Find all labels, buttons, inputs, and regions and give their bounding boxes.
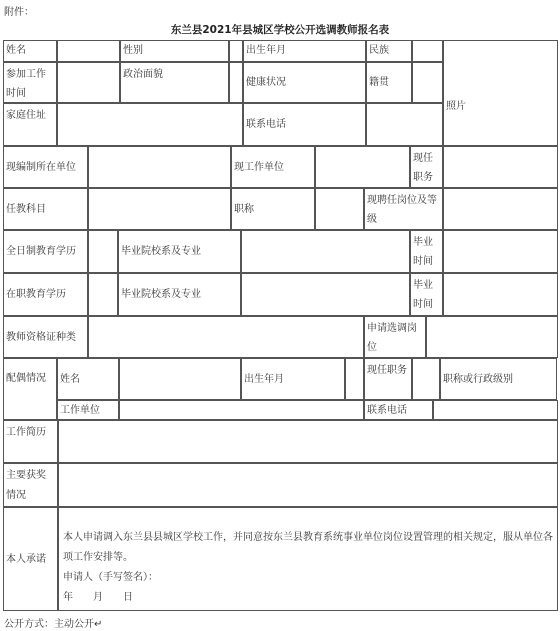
- label-org-unit: 现编制所在单位: [3, 146, 88, 188]
- input-org-unit[interactable]: [88, 146, 231, 188]
- input-phone[interactable]: [366, 103, 443, 146]
- input-native[interactable]: [412, 62, 443, 103]
- input-name[interactable]: [57, 40, 120, 62]
- label-phone: 联系电话: [243, 103, 366, 146]
- input-political[interactable]: [229, 62, 243, 103]
- label-spouse-title: 职称或行政级别: [440, 358, 557, 400]
- input-resume[interactable]: [58, 420, 558, 463]
- label-pledge: 本人承诺: [3, 507, 58, 611]
- input-cur-unit[interactable]: [315, 146, 410, 188]
- input-work-start[interactable]: [57, 62, 120, 103]
- photo-box[interactable]: 照片: [443, 40, 558, 146]
- label-spouse-name: 姓名: [57, 358, 119, 400]
- label-name: 姓名: [3, 40, 57, 62]
- attachment-label: 附件：: [4, 7, 34, 18]
- label-school-major-2: 毕业院校系及专业: [118, 273, 241, 316]
- label-birth: 出生年月: [243, 40, 366, 62]
- input-fulltime-grad-time[interactable]: [443, 230, 558, 273]
- input-address[interactable]: [57, 103, 243, 146]
- label-title-rank: 职称: [231, 188, 315, 230]
- label-spouse-birth: 出生年月: [241, 358, 345, 400]
- label-subject: 任教科目: [3, 188, 88, 230]
- label-grad-time-2: 毕业时间: [410, 273, 443, 316]
- label-political: 政治面貌: [120, 62, 229, 103]
- input-spouse-name[interactable]: [119, 358, 241, 400]
- pledge-box: [58, 507, 558, 611]
- input-inservice-major[interactable]: [241, 273, 410, 316]
- input-cur-post[interactable]: [443, 146, 558, 188]
- label-spouse-post: 现任职务: [364, 358, 412, 400]
- label-employed-post: 现聘任岗位及等级: [364, 188, 443, 230]
- input-inservice-edu[interactable]: [88, 273, 118, 316]
- input-cert-type[interactable]: [88, 316, 364, 358]
- footer-disclosure: 公开方式：主动公开↵: [4, 619, 103, 630]
- form-title: 东兰县2021年县城区学校公开选调教师报名表: [170, 24, 390, 36]
- label-ethnicity: 民族: [366, 40, 412, 62]
- input-gender[interactable]: [229, 40, 243, 62]
- label-spouse: 配偶情况: [3, 358, 57, 420]
- input-spouse-birth[interactable]: [345, 358, 364, 400]
- label-school-major: 毕业院校系及专业: [118, 230, 241, 273]
- input-spouse-phone[interactable]: [433, 400, 558, 420]
- input-apply-post[interactable]: [426, 316, 558, 358]
- label-native: 籍贯: [366, 62, 412, 103]
- input-inservice-grad-time[interactable]: [443, 273, 558, 316]
- label-apply-post: 申请选调岗位: [364, 316, 426, 358]
- label-spouse-phone: 联系电话: [364, 400, 433, 420]
- input-spouse-post[interactable]: [412, 358, 440, 400]
- label-address: 家庭住址: [3, 103, 57, 146]
- input-fulltime-edu[interactable]: [88, 230, 118, 273]
- label-cur-unit: 现工作单位: [231, 146, 315, 188]
- input-subject[interactable]: [88, 188, 231, 230]
- input-spouse-unit[interactable]: [119, 400, 364, 420]
- label-resume: 工作简历: [3, 420, 58, 463]
- input-employed-post[interactable]: [443, 188, 558, 230]
- input-ethnicity[interactable]: [412, 40, 443, 62]
- label-awards: 主要获奖情况: [3, 463, 58, 507]
- label-fulltime-edu: 全日制教育学历: [3, 230, 88, 273]
- label-cur-post: 现任职务: [410, 146, 443, 188]
- label-inservice-edu: 在职教育学历: [3, 273, 88, 316]
- pledge-text: 本人申请调入东兰县县城区学校工作，并同意按东兰县教育系统事业单位岗位设置管理的相关规定，服从单位各项工作安排等。: [63, 532, 553, 563]
- label-health: 健康状况: [243, 62, 366, 103]
- pledge-sign: 申请人（手写签名）：: [63, 572, 158, 583]
- input-awards[interactable]: [58, 463, 558, 507]
- input-fulltime-major[interactable]: [241, 230, 410, 273]
- input-title-rank[interactable]: [315, 188, 364, 230]
- label-cert-type: 教师资格证种类: [3, 316, 88, 358]
- label-gender: 性别: [120, 40, 229, 62]
- label-grad-time: 毕业时间: [410, 230, 443, 273]
- pledge-date: 年 月 日: [63, 592, 133, 603]
- label-work-start: 参加工作时间: [3, 62, 57, 103]
- label-spouse-unit: 工作单位: [57, 400, 119, 420]
